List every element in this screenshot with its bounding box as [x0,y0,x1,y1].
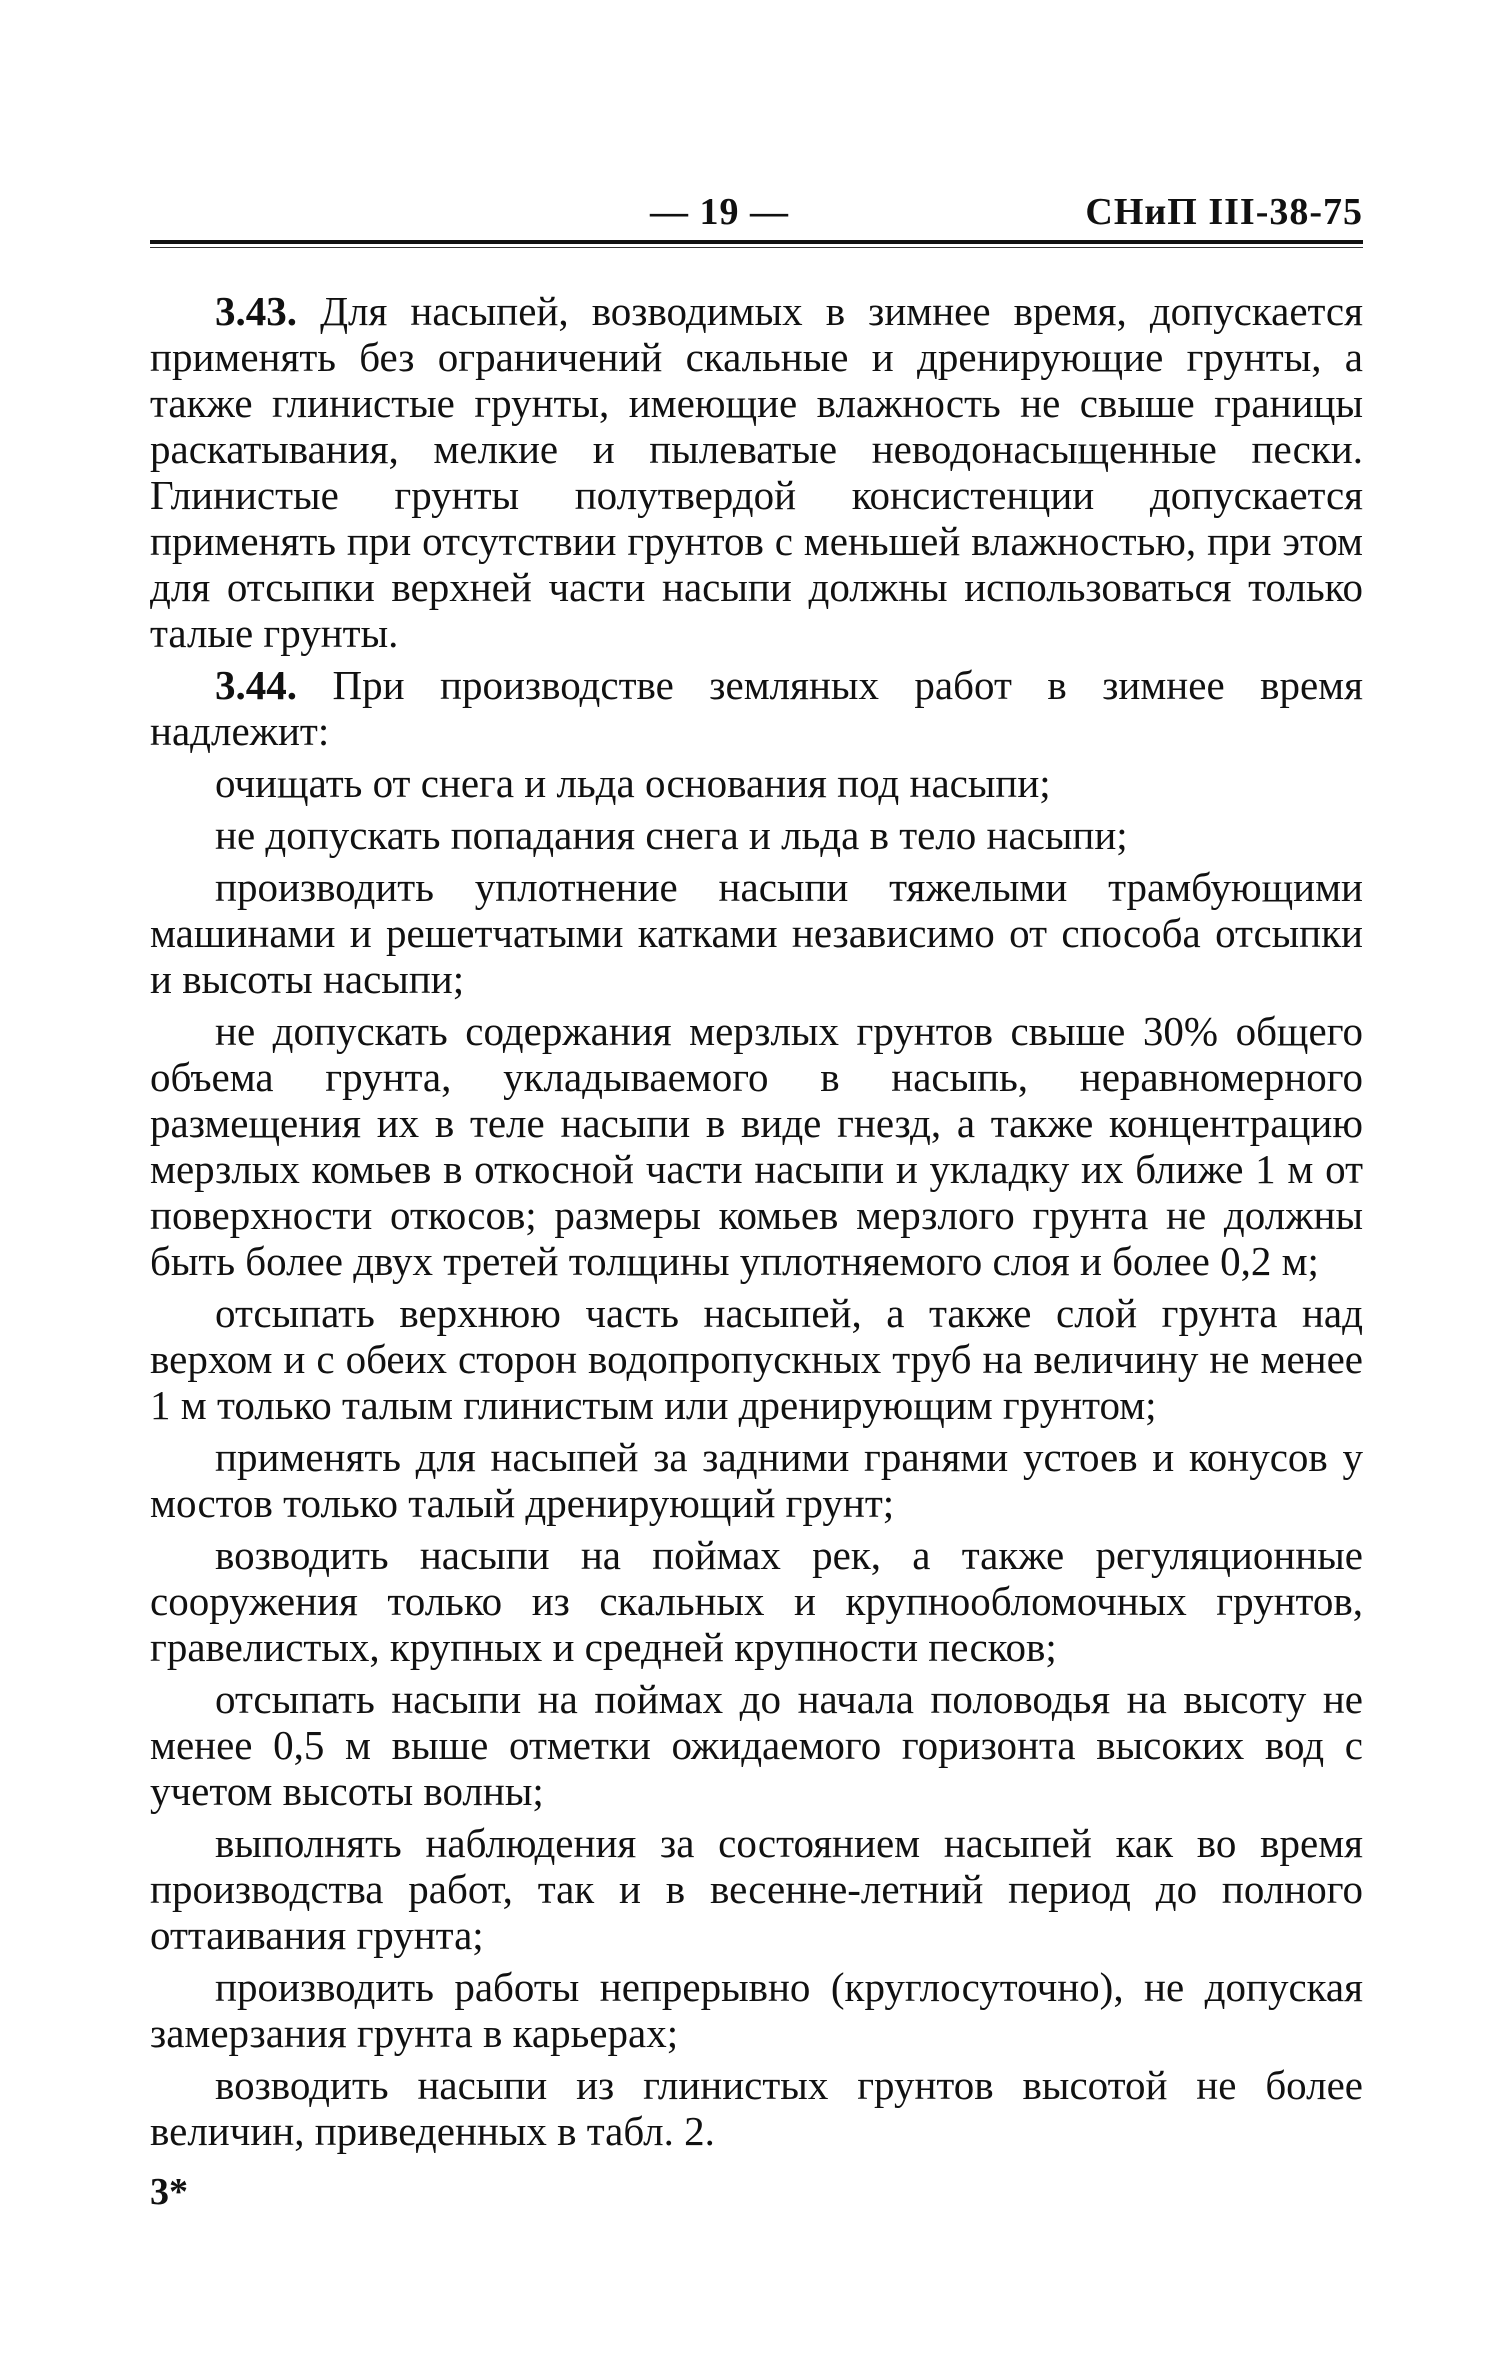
section-number-3-44: 3.44. [215,662,297,708]
list-item: применять для насыпей за задними гранями устоев и конусов у мостов только талый дренирующий грунт; [150,1434,1363,1526]
list-item: не допускать содержания мерзлых грунтов свыше 30% общего объема грунта, укладываемого в насыпь, неравномерного размещения их в теле насыпи в виде гнезд, а также концентрацию мерзлых комьев в откосной части насыпи и укладку их ближе 1 м от поверхности откосов; размеры комьев мерзлого грунта не должны быть более двух третей толщины уплотняемого слоя и более 0,2 м; [150,1008,1363,1284]
list-item: возводить насыпи на поймах рек, а также регуляционные сооружения только из скальных и крупнообломочных грунтов, гравелистых, крупных и средней крупности песков; [150,1532,1363,1670]
signature-mark: 3* [150,2171,188,2213]
document-code: СНиП III-38-75 [1085,191,1363,233]
list-item: возводить насыпи из глинистых грунтов высотой не более величин, приведенных в табл. 2. [150,2062,1363,2154]
paragraph-3-44 [150,662,1363,754]
list-item: отсыпать верхнюю часть насыпей, а также слой грунта над верхом и с обеих сторон водопропускных труб на величину не менее 1 м только талым глинистым или дренирующим грунтом; [150,1290,1363,1428]
list-item: производить уплотнение насыпи тяжелыми трамбующими машинами и решетчатыми катками независимо от способа отсыпки и высоты насыпи; [150,864,1363,1002]
list-item: выполнять наблюдения за состоянием насыпей как во время производства работ, так и в весенне-летний период до полного оттаивания грунта; [150,1820,1363,1958]
list-item: не допускать попадания снега и льда в тело насыпи; [215,812,1128,858]
list-item: очищать от снега и льда основания под насыпи; [215,760,1051,806]
paragraph-3-43 [150,288,1363,656]
document-page [150,0,1363,2362]
list-item: производить работы непрерывно (круглосуточно), не допуская замерзания грунта в карьерах; [150,1964,1363,2056]
paragraph-3-44-text: При производстве земляных работ в зимнее время надлежит: [150,662,1363,754]
page-number: — 19 — [650,191,789,233]
paragraph-3-43-text: Для насыпей, возводимых в зимнее время, допускается применять без ограничений скальные и дренирующие грунты, а также глинистые грунты, имеющие влажность не свыше границы раскатывания, мелкие и пылеватые неводонасыщенные пески. Глинистые грунты полутвердой консистенции допускается применять при отсутствии грунтов с меньшей влажностью, при этом для отсыпки верхней части насыпи должны использоваться только талые грунты. [150,288,1363,656]
document-body [150,288,1363,2160]
list-item: отсыпать насыпи на поймах до начала половодья на высоту не менее 0,5 м выше отметки ожидаемого горизонта высоких вод с учетом высоты волны; [150,1676,1363,1814]
section-number-3-43: 3.43. [215,288,297,334]
header-rule-thin [150,247,1363,248]
header-rule [150,240,1363,244]
